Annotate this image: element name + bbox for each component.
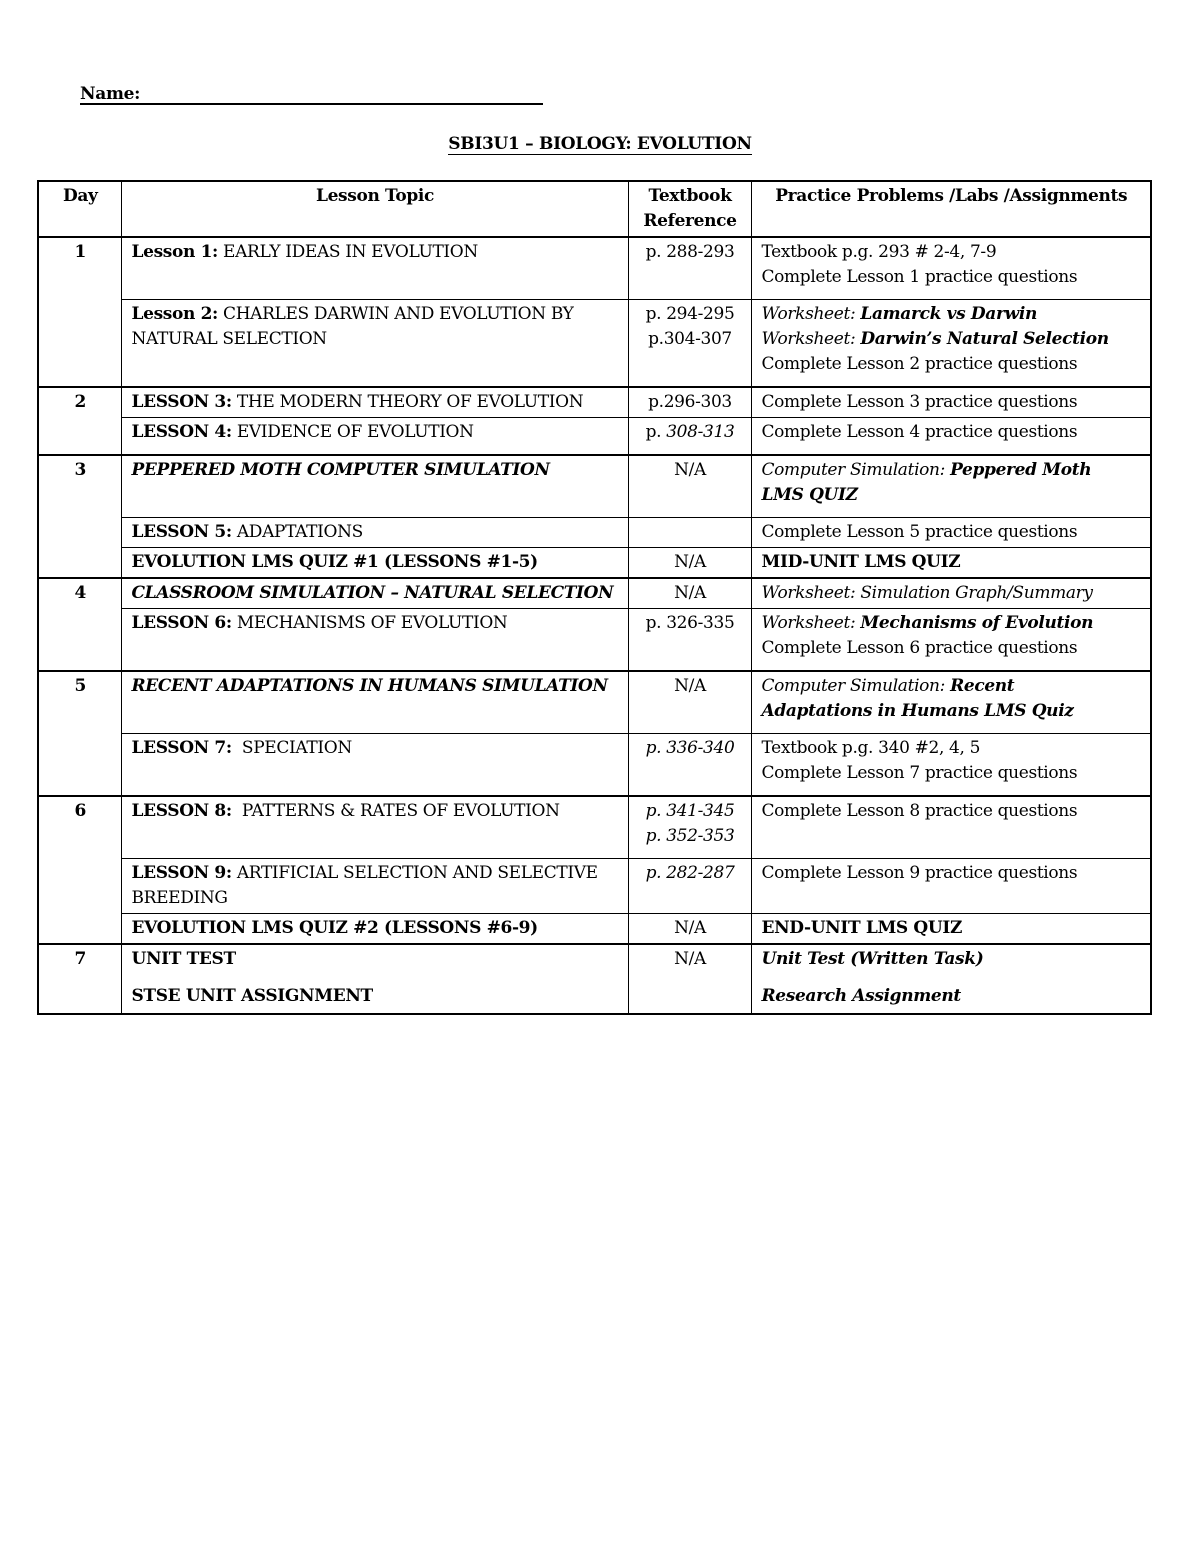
name-underline	[80, 103, 543, 105]
practice-cell: Complete Lesson 4 practice questions	[751, 418, 1151, 456]
table-row	[38, 518, 1151, 548]
page-title	[0, 134, 1200, 154]
topic-cell: LESSON 4: EVIDENCE OF EVOLUTION	[121, 418, 628, 456]
topic-cell: LESSON 6: MECHANISMS OF EVOLUTION	[121, 609, 628, 672]
table-row	[38, 455, 1151, 518]
table-row	[38, 944, 1151, 1014]
topic-cell: PEPPERED MOTH COMPUTER SIMULATION	[121, 455, 628, 518]
practice-cell: Worksheet: Lamarck vs Darwin Worksheet: Darwin’s Natural Selection Complete Lesson 2 practice questions	[751, 300, 1151, 388]
table-row	[38, 300, 1151, 388]
reference-cell: p. 288-293	[628, 237, 751, 300]
practice-cell: Textbook p.g. 293 # 2-4, 7-9 Complete Lesson 1 practice questions	[751, 237, 1151, 300]
practice-cell: Complete Lesson 9 practice questions	[751, 859, 1151, 914]
topic-cell: EVOLUTION LMS QUIZ #1 (LESSONS #1-5)	[121, 548, 628, 579]
topic-cell: Lesson 1: EARLY IDEAS IN EVOLUTION	[121, 237, 628, 300]
day-cell: 5	[38, 671, 121, 796]
reference-cell: p. 326-335	[628, 609, 751, 672]
reference-cell: p.296-303	[628, 387, 751, 418]
practice-cell: Computer Simulation: Peppered Moth LMS QUIZ	[751, 455, 1151, 518]
reference-cell: p. 294-295 p.304-307	[628, 300, 751, 388]
topic-cell: LESSON 9: ARTIFICIAL SELECTION AND SELECTIVE BREEDING	[121, 859, 628, 914]
table-row	[38, 418, 1151, 456]
topic-cell: LESSON 5: ADAPTATIONS	[121, 518, 628, 548]
practice-cell: END-UNIT LMS QUIZ	[751, 914, 1151, 945]
reference-cell: p. 341-345 p. 352-353	[628, 796, 751, 859]
reference-cell: p. 308-313	[628, 418, 751, 456]
practice-cell: Complete Lesson 8 practice questions	[751, 796, 1151, 859]
column-header-lesson-topic: Lesson Topic	[121, 181, 628, 237]
table-row	[38, 609, 1151, 672]
table-row	[38, 237, 1151, 300]
column-header-textbook-reference: Textbook Reference	[628, 181, 751, 237]
practice-cell: Textbook p.g. 340 #2, 4, 5 Complete Lesson 7 practice questions	[751, 734, 1151, 797]
day-cell: 6	[38, 796, 121, 944]
table-row	[38, 734, 1151, 797]
day-cell: 4	[38, 578, 121, 671]
table-row	[38, 578, 1151, 609]
topic-cell: CLASSROOM SIMULATION – NATURAL SELECTION	[121, 578, 628, 609]
page-title-text: SBI3U1 – BIOLOGY: EVOLUTION	[448, 134, 752, 154]
practice-cell: Unit Test (Written Task) Research Assignment	[751, 944, 1151, 1014]
practice-cell: Computer Simulation: Recent Adaptations in Humans LMS Quiz	[751, 671, 1151, 734]
practice-cell: Worksheet: Mechanisms of Evolution Complete Lesson 6 practice questions	[751, 609, 1151, 672]
reference-cell: N/A	[628, 455, 751, 518]
practice-cell: MID-UNIT LMS QUIZ	[751, 548, 1151, 579]
topic-cell: LESSON 7: SPECIATION	[121, 734, 628, 797]
topic-cell: RECENT ADAPTATIONS IN HUMANS SIMULATION	[121, 671, 628, 734]
unit-schedule-table	[37, 180, 1152, 1015]
table-row	[38, 387, 1151, 418]
table-header-row	[38, 181, 1151, 237]
reference-cell	[628, 518, 751, 548]
name-label: Name:	[80, 84, 141, 104]
day-cell: 7	[38, 944, 121, 1014]
table-row	[38, 671, 1151, 734]
reference-cell: N/A	[628, 548, 751, 579]
table-row	[38, 548, 1151, 579]
topic-cell: Lesson 2: CHARLES DARWIN AND EVOLUTION BY NATURAL SELECTION	[121, 300, 628, 388]
topic-cell: LESSON 3: THE MODERN THEORY OF EVOLUTION	[121, 387, 628, 418]
topic-cell: LESSON 8: PATTERNS & RATES OF EVOLUTION	[121, 796, 628, 859]
reference-cell: N/A	[628, 914, 751, 945]
day-cell: 3	[38, 455, 121, 578]
column-header-day: Day	[38, 181, 121, 237]
table-row	[38, 914, 1151, 945]
topic-cell: UNIT TEST STSE UNIT ASSIGNMENT	[121, 944, 628, 1014]
practice-cell: Worksheet: Simulation Graph/Summary	[751, 578, 1151, 609]
day-cell: 1	[38, 237, 121, 387]
reference-cell: N/A	[628, 944, 751, 1014]
reference-cell: p. 336-340	[628, 734, 751, 797]
day-cell: 2	[38, 387, 121, 455]
table-row	[38, 796, 1151, 859]
reference-cell: N/A	[628, 671, 751, 734]
topic-cell: EVOLUTION LMS QUIZ #2 (LESSONS #6-9)	[121, 914, 628, 945]
practice-cell: Complete Lesson 3 practice questions	[751, 387, 1151, 418]
reference-cell: N/A	[628, 578, 751, 609]
table-row	[38, 859, 1151, 914]
name-field[interactable]	[80, 84, 140, 104]
practice-cell: Complete Lesson 5 practice questions	[751, 518, 1151, 548]
reference-cell: p. 282-287	[628, 859, 751, 914]
column-header-practice: Practice Problems /Labs /Assignments	[751, 181, 1151, 237]
